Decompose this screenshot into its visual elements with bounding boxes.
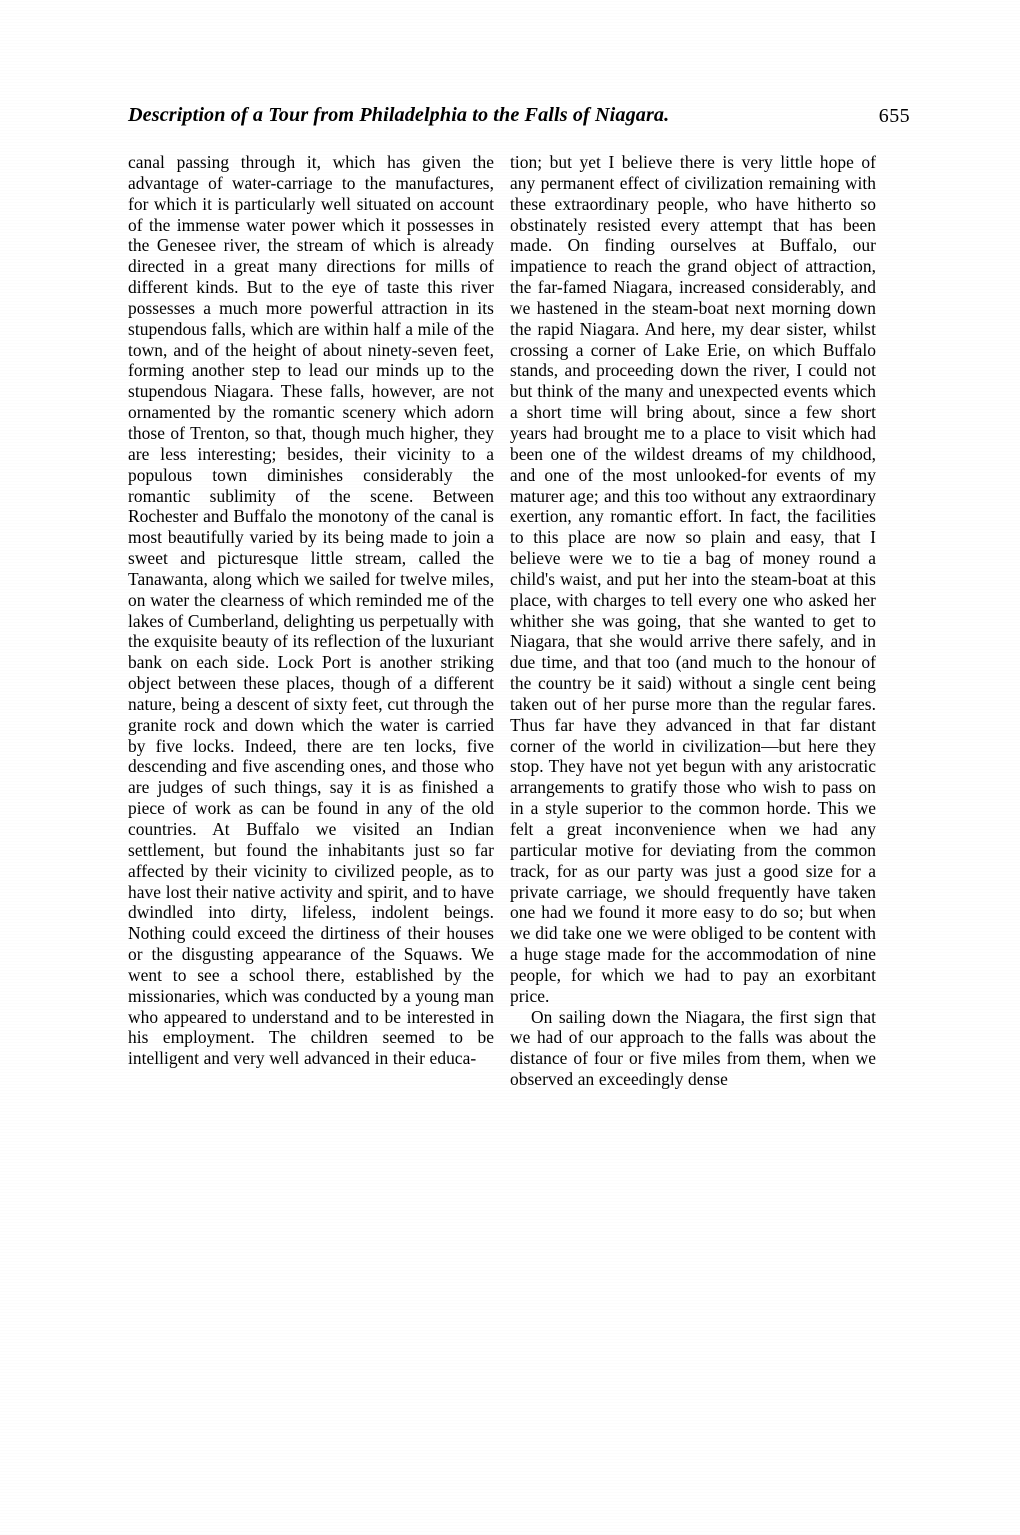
paragraph: canal passing through it, which has given the advantage of water-carriage to the manufactures, for which it is particularly well situated on account of the immense water power which it possesses in the Genesee river, the stream of which is already directed in a great many directions for mills of different kinds. But to the eye of taste this river possesses a much more powerful attraction in its stupendous falls, which are within half a mile of the town, and of the height of about ninety-seven feet, forming another step to lead our minds up to the stupendous Niagara. These falls, however, are not ornamented by the romantic scenery which adorn those of Trenton, so that, though much higher, they are less interesting; besides, their vicinity to a populous town diminishes considerably the romantic sublimity of the scene. Between Rochester and Buffalo the monotony of the canal is most beautifully varied by its being made to join a sweet and picturesque little stream, called the Tanawanta, along which we sailed for twelve miles, on water the clearness of which reminded me of the lakes of Cumberland, delighting us perpetually with the exquisite beauty of its reflection of the luxuriant bank on each side. Lock Port is another striking object between these places, though of a different nature, being a descent of sixty feet, cut through the granite rock and down which the water is carried by five locks. Indeed, there are ten locks, five descending and five ascending ones, and those who are judges of such things, say it is as finished a piece of work as can be found in any of the old countries. At Buffalo we visited an Indian settlement, but found the inhabitants just so far affected by their vicinity to civilized people, as to have lost their native activity and spirit, and to have dwindled into dirty, lifeless, indolent beings. Nothing could exceed the dirtiness of their houses or the disgusting appearance of the Squaws. We went to see a school there, established by the missionaries, which was conducted by a young man who appeared to understand and to be interested in his employment. The children seemed to be intelligent and very well advanced in their educa- (128, 152, 494, 1069)
running-head (128, 104, 910, 138)
paragraph: tion; but yet I believe there is very little hope of any permanent effect of civilization remaining with these extraordinary people, who have hitherto so obstinately resisted every attempt that has been made. On finding ourselves at Buffalo, our impatience to reach the grand object of attraction, the far-famed Niagara, increased considerably, and we hastened in the steam-boat next morning down the rapid Niagara. And here, my dear sister, whilst crossing a corner of Lake Erie, on which Buffalo stands, and proceeding down the river, I could not but think of the many and unexpected events which a short time will bring about, since a few short years had brought me to a place to visit which had been one of the wildest dreams of my childhood, and one of the most unlooked-for events of my maturer age; and this too without any extraordinary exertion, any romantic effort. In fact, the facilities to this place are now so plain and easy, that I believe were we to tie a bag of money round a child's waist, and put her into the steam-boat at this place, with charges to tell every one who asked her whither she was going, that she wanted to get to Niagara, that she would arrive there safely, and in due time, and that too (and much to the honour of the country be it said) without a single cent being taken out of her purse more than the regular fares. Thus far have they advanced in that far distant corner of the world in civilization—but here they stop. They have not yet begun with any aristocratic arrangements to gratify those who wish to pass on in a style superior to the common horde. This we felt a great inconvenience when we had any particular motive for deviating from the common track, for as our party was just a good size for a private carriage, we should frequently have taken one had we found it more easy to do so; but when we did take one we were obliged to be content with a huge stage made for the accommodation of nine people, for which we had to pay an exorbitant price. (510, 152, 876, 1006)
running-head-title: Description of a Tour from Philadelphia to the Falls of Niagara. (128, 104, 670, 126)
paragraph: On sailing down the Niagara, the first sign that we had of our approach to the falls was about the distance of four or five miles from them, when we observed an exceedingly dense (510, 1006, 876, 1090)
page-number: 655 (878, 105, 910, 127)
column-right (510, 152, 876, 1452)
body-columns (128, 152, 910, 1452)
column-left (128, 152, 494, 1452)
